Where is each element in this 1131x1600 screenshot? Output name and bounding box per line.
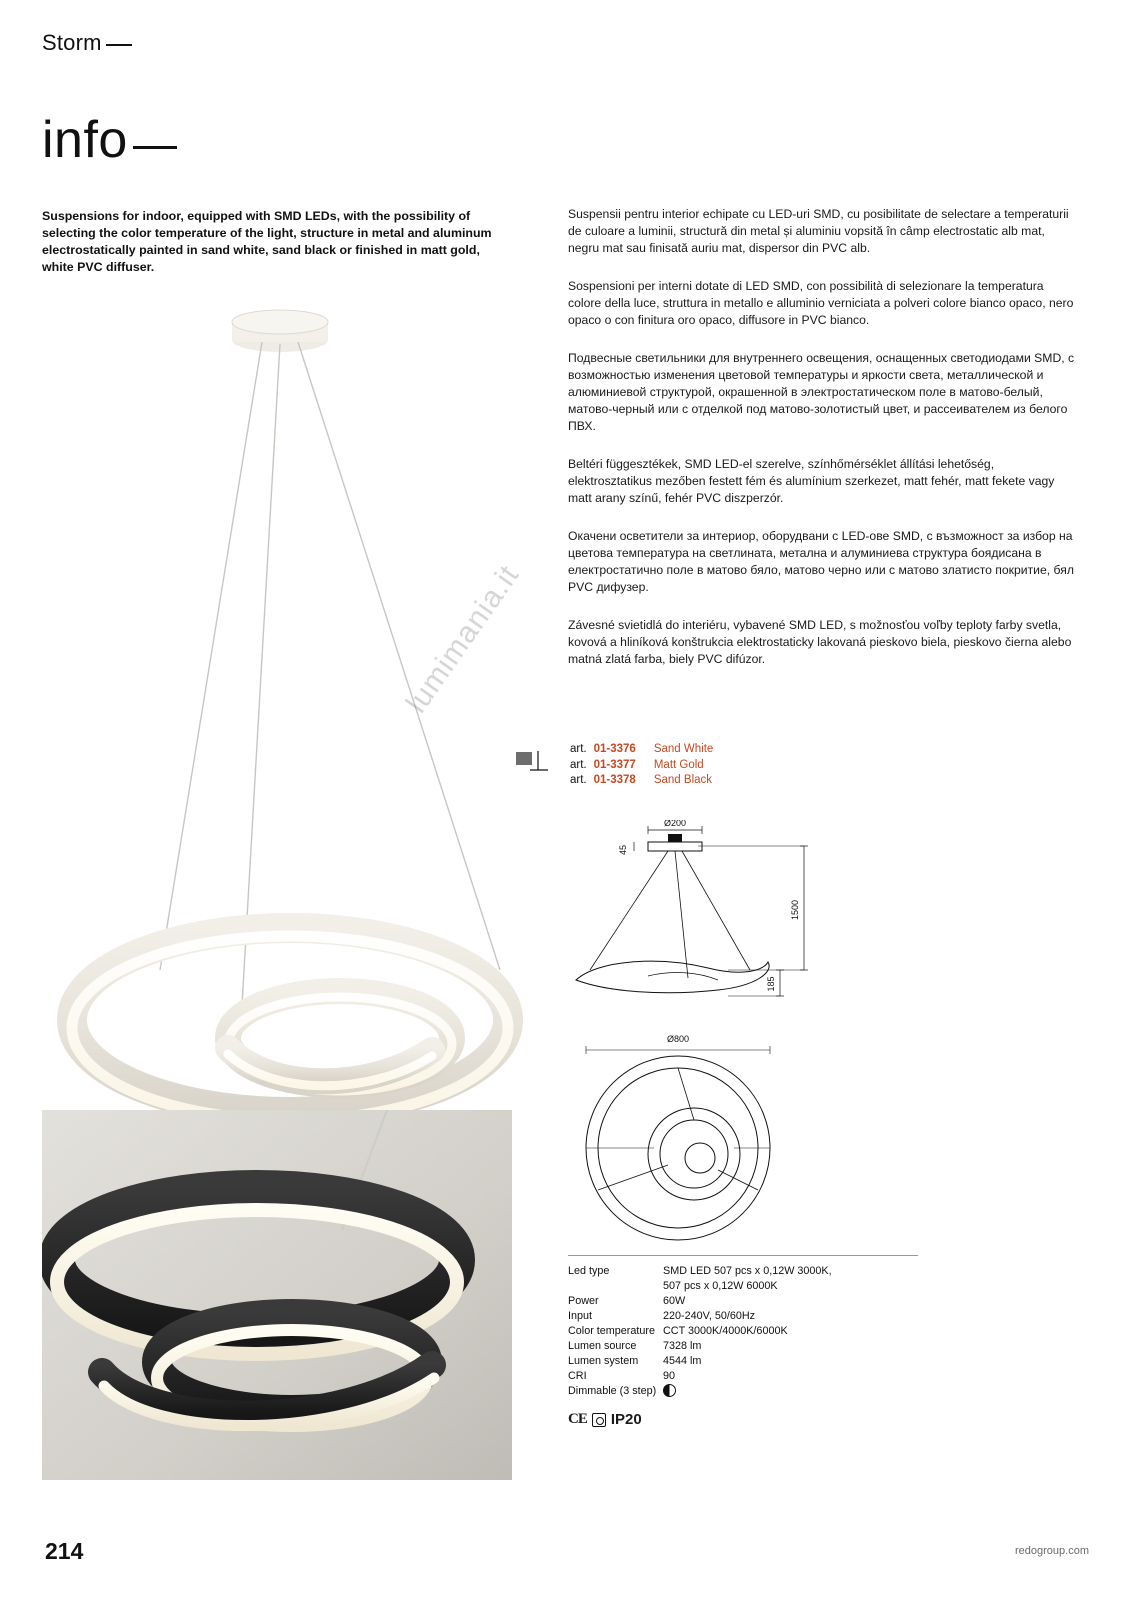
spec-key: Color temperature xyxy=(568,1325,656,1337)
page-number: 214 xyxy=(45,1538,84,1564)
dimmable-icon xyxy=(663,1384,676,1397)
description-bg: Окачени осветители за интериор, оборудвани с LED-ове SMD, с възможност за избор на цветова температура на светлината, метална и алуминиева структура боядисана в електростатично поле в матово бяло, матово черно или с матово златисто покритие, бял PVC дифузер. xyxy=(568,529,1074,594)
ip-rating: IP20 xyxy=(610,1411,642,1428)
technical-drawing-top xyxy=(568,1030,908,1250)
website-url: redogroup.com xyxy=(1015,1545,1089,1557)
article-code: 01-3378 xyxy=(593,774,636,786)
title-underline-rule xyxy=(133,146,177,149)
spec-value xyxy=(663,1264,918,1294)
brand-name: Storm xyxy=(42,30,102,55)
spec-value: 220-240V, 50/60Hz xyxy=(663,1310,756,1322)
svg-text:Ø200: Ø200 xyxy=(663,820,687,828)
article-code: 01-3377 xyxy=(593,758,636,771)
spec-value: 7328 lm xyxy=(663,1340,702,1352)
product-photo xyxy=(42,1110,512,1480)
article-label: art. xyxy=(570,774,587,786)
svg-text:45: 45 xyxy=(618,844,628,856)
watermark: lumimania.it xyxy=(400,559,526,719)
article-row xyxy=(570,758,890,774)
article-label: art. xyxy=(570,758,587,771)
spec-row xyxy=(568,1354,918,1369)
spec-value xyxy=(663,1384,918,1402)
article-codes xyxy=(570,742,890,789)
description-column xyxy=(568,206,1078,689)
spec-row xyxy=(568,1294,918,1309)
brand-underline-rule xyxy=(106,44,132,46)
fixture-type-icon xyxy=(508,748,552,778)
description-sk: Závesné svietidlá do interiéru, vybavené SMD LED, s možnosťou voľby teploty farby svetla, kovová a hliníková konštrukcia elektrostaticky lakovaná pieskovo biela, pieskovo čierna alebo matná zlatá farba, biely PVC difúzor. xyxy=(568,618,1072,666)
spec-row xyxy=(568,1339,918,1354)
svg-text:1500: 1500 xyxy=(790,899,800,921)
spec-value: 4544 lm xyxy=(663,1355,702,1367)
spec-key: Power xyxy=(568,1295,599,1307)
page-title-text: info xyxy=(42,111,128,169)
svg-text:185: 185 xyxy=(766,976,776,992)
spec-value: CCT 3000K/4000K/6000K xyxy=(663,1325,788,1337)
description-it: Sospensioni per interni dotate di LED SMD, con possibilità di selezionare la temperatura colore della luce, struttura in metallo e alluminio verniciata a polveri colore bianco opaco, nero opaco o con finitura oro opaco, diffusore in PVC bianco. xyxy=(568,279,1074,327)
article-finish: Sand Black xyxy=(653,774,713,786)
product-hero-illustration xyxy=(40,280,560,1110)
spec-row xyxy=(568,1384,918,1402)
spec-row xyxy=(568,1264,918,1294)
spec-row xyxy=(568,1369,918,1384)
description-hu: Beltéri függesztékek, SMD LED-el szerelve, színhőmérséklet állítási lehetőség, elektrosztatikus mezőben festett fém és alumínium szerkezet, matt fehér, matt fekete vagy matt arany színű, fehér PVC diszperzór. xyxy=(568,457,1055,505)
brand-logo xyxy=(42,30,132,56)
spec-row xyxy=(568,1309,918,1324)
spec-key: Lumen system xyxy=(568,1355,639,1367)
spec-value-main: SMD LED 507 pcs x 0,12W 3000K, xyxy=(663,1265,832,1277)
technical-drawing-side xyxy=(568,820,908,1020)
intro-description-en: Suspensions for indoor, equipped with SMD LEDs, with the possibility of selecting the color temperature of the light, structure in metal and aluminum electrostatically painted in sand white, sand black or finished in matt gold, white PVC diffuser. xyxy=(42,209,492,274)
spec-key: Dimmable (3 step) xyxy=(568,1385,657,1397)
spec-value: 90 xyxy=(663,1370,676,1382)
spec-row xyxy=(568,1324,918,1339)
article-finish: Matt Gold xyxy=(653,758,704,771)
ce-mark: CE xyxy=(568,1411,587,1427)
class-ii-icon xyxy=(592,1413,606,1427)
article-row xyxy=(570,742,890,758)
description-ro: Suspensii pentru interior echipate cu LED-uri SMD, cu posibilitate de selectare a temperaturii de culoare a luminii, structură din metal și aluminiu vopsită în câmp electrostatic alb mat, negru mat sau finisată auriu mat, dispersor din PVC alb. xyxy=(568,207,1069,255)
article-label: art. xyxy=(570,743,587,755)
spec-value-sub: 507 pcs x 0,12W 6000K xyxy=(663,1280,778,1292)
spec-key: Input xyxy=(568,1310,593,1322)
specification-table xyxy=(568,1255,918,1428)
article-row xyxy=(570,773,890,789)
description-ru: Подвесные светильники для внутреннего освещения, оснащенных светодиодами SMD, с возможностью изменения цветовой температуры и яркости света, металлической и алюминиевой структурой, окрашенной в электростатическом поле в матово-белый, матово-черный или с отделкой под матово-золотистый цвет, и рассеивателем из белого ПВХ. xyxy=(568,351,1075,433)
spec-key: Led type xyxy=(568,1265,610,1277)
page-title xyxy=(42,110,177,170)
article-finish: Sand White xyxy=(653,743,714,755)
spec-key: Lumen source xyxy=(568,1340,637,1352)
spec-value: 60W xyxy=(663,1295,686,1307)
spec-key: CRI xyxy=(568,1370,587,1382)
article-code: 01-3376 xyxy=(593,743,636,755)
svg-text:Ø800: Ø800 xyxy=(666,1034,690,1044)
certification-marks xyxy=(568,1411,918,1428)
